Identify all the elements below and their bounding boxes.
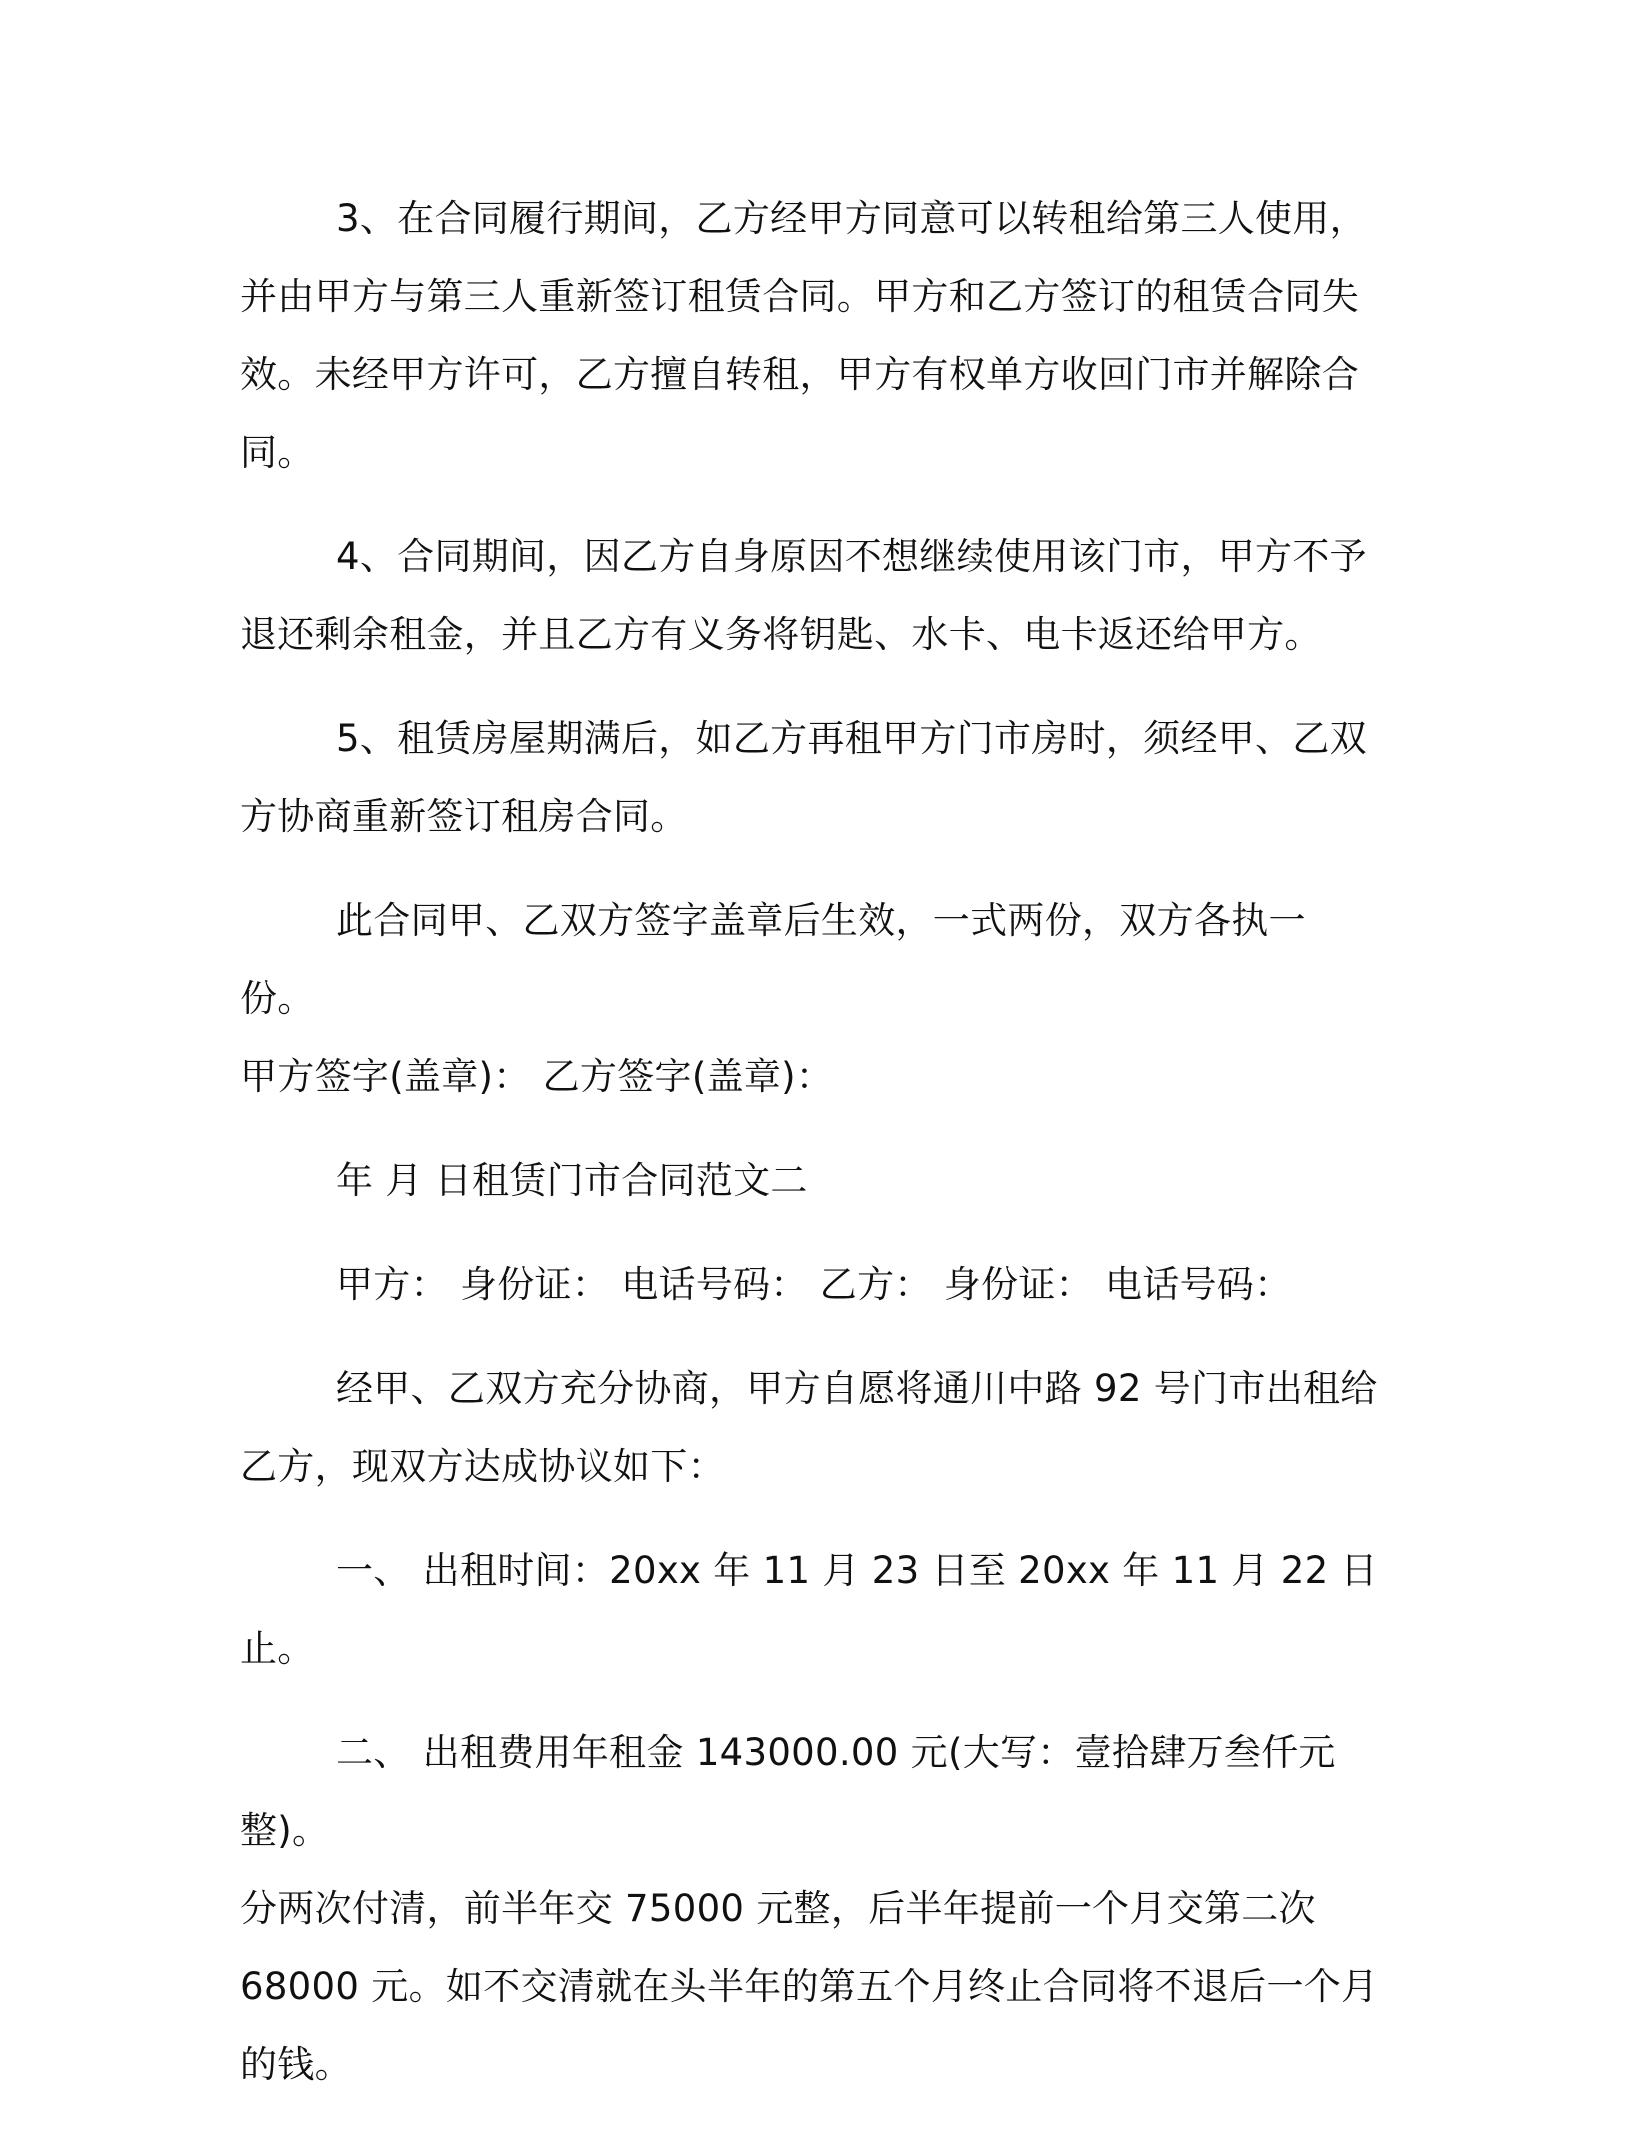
text-line: 方协商重新签订租房合同。 [240, 795, 688, 838]
paragraph-clause-5 [240, 700, 1380, 856]
text-line: 同。 [240, 431, 315, 474]
paragraph-intro [240, 1350, 1380, 1506]
text-line: 乙方，现双方达成协议如下： [240, 1445, 725, 1488]
parties-line: 甲方： 身份证： 电话号码： 乙方： 身份证： 电话号码： [336, 1263, 1292, 1306]
text-line: 经甲、乙双方充分协商，甲方自愿将通川中路 92 号门市出租给 [336, 1367, 1378, 1410]
paragraph-date-title [240, 1142, 1380, 1220]
text-line: 退还剩余租金，并且乙方有义务将钥匙、水卡、电卡返还给甲方。 [240, 613, 1322, 656]
section-title: 年 月 日租赁门市合同范文二 [336, 1159, 808, 1202]
paragraph-clause-3 [240, 180, 1380, 492]
text-line: 5、租赁房屋期满后，如乙方再租甲方门市房时，须经甲、乙双 [336, 717, 1367, 760]
paragraph-term [240, 1532, 1380, 1688]
text-line: 并由甲方与第三人重新签订租赁合同。甲方和乙方签订的租赁合同失 [240, 275, 1359, 318]
paragraph-fee [240, 1714, 1380, 2104]
text-line: 4、合同期间，因乙方自身原因不想继续使用该门市，甲方不予 [336, 535, 1367, 578]
text-line: 的钱。 [240, 2043, 352, 2086]
paragraph-parties [240, 1246, 1380, 1324]
signature-line: 甲方签字(盖章)： 乙方签字(盖章)： [240, 1055, 834, 1098]
text-line: 效。未经甲方许可，乙方擅自转租，甲方有权单方收回门市并解除合 [240, 353, 1359, 396]
text-line: 分两次付清，前半年交 75000 元整，后半年提前一个月交第二次 [240, 1887, 1316, 1930]
text-line: 二、 出租费用年租金 143000.00 元(大写：壹拾肆万叁仟元整)。 [240, 1731, 1336, 1852]
text-line: 3、在合同履行期间，乙方经甲方同意可以转租给第三人使用， [336, 197, 1367, 240]
document-page [240, 180, 1380, 2130]
paragraph-clause-4 [240, 518, 1380, 674]
paragraph-effective [240, 882, 1380, 1116]
text-line: 一、 出租时间：20xx 年 11 月 23 日至 20xx 年 11 月 22 日止。 [240, 1549, 1378, 1670]
text-line: 此合同甲、乙双方签字盖章后生效，一式两份，双方各执一份。 [240, 899, 1306, 1020]
text-line: 68000 元。如不交清就在头半年的第五个月终止合同将不退后一个月 [240, 1965, 1379, 2008]
